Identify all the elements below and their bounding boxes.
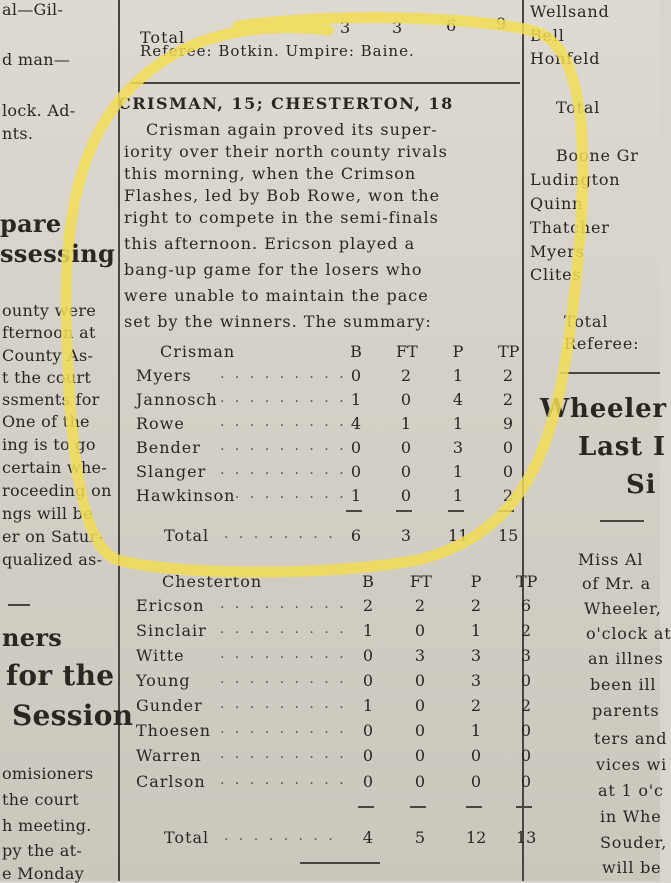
article-line: right to compete in the semi-finals bbox=[124, 208, 439, 227]
article-line: this morning, when the Crimson bbox=[124, 164, 417, 183]
stat-ft: 0 bbox=[414, 621, 426, 640]
sum-rule bbox=[396, 510, 412, 512]
divider bbox=[130, 82, 520, 84]
stat-b: 2 bbox=[362, 596, 374, 615]
left-line: certain whe- bbox=[2, 458, 108, 477]
total-p: 11 bbox=[448, 526, 469, 545]
sum-rule bbox=[346, 510, 362, 512]
total-row bbox=[120, 826, 540, 850]
officials-line: Referee: Botkin. Umpire: Baine. bbox=[140, 42, 415, 60]
leader-dots: . . . . . . . . bbox=[224, 828, 336, 844]
leader-dots: . . . . . . . . . bbox=[220, 462, 347, 478]
player-name: Young bbox=[136, 671, 191, 690]
total-value: 3 bbox=[340, 18, 352, 37]
total-row bbox=[120, 524, 540, 548]
total-label: Total bbox=[140, 28, 186, 47]
player-name: Carlson bbox=[136, 772, 206, 791]
leader-dots: . . . . . . . . . bbox=[220, 772, 347, 788]
right-line: Boone Gr bbox=[556, 146, 639, 165]
stat-ft: 0 bbox=[400, 462, 412, 481]
sum-rule bbox=[448, 510, 464, 512]
left-line: t the court bbox=[2, 368, 92, 387]
leader-dots: . . . . . . . . . bbox=[220, 366, 347, 382]
stat-b: 1 bbox=[350, 486, 362, 505]
stat-tp: 2 bbox=[502, 366, 514, 385]
leader-dots: . . . . . . . . . bbox=[220, 746, 347, 762]
sum-rule bbox=[466, 806, 482, 808]
table-row bbox=[120, 669, 540, 693]
team-name: Chesterton bbox=[162, 572, 263, 591]
player-name: Thoesen bbox=[136, 721, 212, 740]
right-headline: Last I bbox=[578, 432, 666, 462]
stat-b: 0 bbox=[362, 721, 374, 740]
article-line: Flashes, led by Bob Rowe, won the bbox=[124, 186, 441, 205]
left-line: h meeting. bbox=[2, 816, 92, 835]
stat-ft: 0 bbox=[414, 721, 426, 740]
player-name: Ericson bbox=[136, 596, 205, 615]
team-name: Crisman bbox=[160, 342, 236, 361]
right-line: will be bbox=[602, 858, 662, 877]
right-line: o'clock at bbox=[586, 624, 671, 643]
table-header-row bbox=[120, 570, 540, 594]
left-line: One of the bbox=[2, 412, 90, 431]
stat-b: 0 bbox=[350, 462, 362, 481]
player-name: Gunder bbox=[136, 696, 203, 715]
stat-b: 0 bbox=[362, 746, 374, 765]
stat-ft: 0 bbox=[414, 746, 426, 765]
right-headline: Wheeler bbox=[540, 394, 667, 424]
column-header: B bbox=[362, 572, 374, 591]
table-row bbox=[120, 388, 540, 412]
leader-dots: . . . . . . . . . bbox=[220, 596, 347, 612]
total-ft: 5 bbox=[414, 828, 426, 847]
left-line: lock. Ad- bbox=[2, 101, 76, 120]
total-value: 3 bbox=[392, 18, 404, 37]
total-value: 9 bbox=[496, 14, 508, 33]
right-line: Referee: bbox=[564, 334, 640, 353]
leader-dots: . . . . . . . . . bbox=[220, 414, 347, 430]
stat-p: 0 bbox=[470, 772, 482, 791]
stat-ft: 2 bbox=[400, 366, 412, 385]
stat-b: 1 bbox=[362, 696, 374, 715]
right-line: at 1 o'c bbox=[598, 781, 664, 800]
stat-p: 1 bbox=[452, 462, 464, 481]
table-header-row bbox=[120, 340, 540, 364]
stat-tp: 0 bbox=[520, 746, 532, 765]
leader-dots: . . . . . . . . . bbox=[220, 438, 347, 454]
divider bbox=[300, 862, 380, 864]
stat-b: 0 bbox=[362, 772, 374, 791]
right-line: Souder, bbox=[600, 833, 668, 852]
left-line: ssments for bbox=[2, 390, 100, 409]
total-value: 6 bbox=[446, 16, 458, 35]
right-line: Wheeler, bbox=[584, 599, 662, 618]
divider bbox=[8, 604, 30, 606]
leader-dots: . . . . . . . . . bbox=[220, 390, 347, 406]
table-row bbox=[120, 484, 540, 508]
sum-rule bbox=[358, 806, 374, 808]
total-tp: 15 bbox=[498, 526, 519, 545]
article-line: bang-up game for the losers who bbox=[124, 260, 423, 279]
stat-tp: 6 bbox=[520, 596, 532, 615]
table-row bbox=[120, 770, 540, 794]
table-row bbox=[120, 719, 540, 743]
right-line: Wellsand bbox=[530, 2, 610, 21]
table-row bbox=[120, 744, 540, 768]
stat-tp: 0 bbox=[520, 671, 532, 690]
right-line: Total bbox=[564, 312, 609, 331]
player-name: Sinclair bbox=[136, 621, 207, 640]
left-line: ounty were bbox=[2, 301, 97, 320]
left-line: ing is to go bbox=[2, 435, 96, 454]
stat-p: 4 bbox=[452, 390, 464, 409]
divider bbox=[560, 372, 660, 374]
article-line: this afternoon. Ericson played a bbox=[124, 234, 416, 253]
table-row bbox=[120, 694, 540, 718]
left-headline: pare bbox=[0, 209, 62, 238]
total-b: 4 bbox=[362, 828, 374, 847]
total-b: 6 bbox=[350, 526, 362, 545]
right-line: ters and bbox=[594, 729, 668, 748]
table-row bbox=[120, 412, 540, 436]
article-line: were unable to maintain the pace bbox=[124, 286, 429, 305]
stat-ft: 3 bbox=[414, 646, 426, 665]
right-line: vices wi bbox=[596, 755, 668, 774]
table-row bbox=[120, 644, 540, 668]
leader-dots: . . . . . . . . . bbox=[220, 721, 347, 737]
right-line: parents bbox=[592, 701, 660, 720]
article-line: Crisman again proved its super- bbox=[146, 120, 438, 139]
stat-b: 4 bbox=[350, 414, 362, 433]
right-line: an illnes bbox=[588, 649, 664, 668]
left-line: omisioners bbox=[2, 764, 94, 783]
stat-b: 0 bbox=[350, 438, 362, 457]
left-line: qualized as- bbox=[2, 550, 103, 569]
right-line: Bell bbox=[530, 26, 565, 45]
column-header: B bbox=[350, 342, 362, 361]
player-name: Warren bbox=[136, 746, 202, 765]
stat-p: 3 bbox=[470, 671, 482, 690]
left-line: fternoon at bbox=[2, 323, 96, 342]
left-line: roceeding on bbox=[2, 481, 112, 500]
column-header: FT bbox=[396, 342, 418, 361]
column-header: TP bbox=[498, 342, 520, 361]
right-line: of Mr. a bbox=[582, 574, 652, 593]
stat-b: 0 bbox=[362, 646, 374, 665]
stat-tp: 9 bbox=[502, 414, 514, 433]
right-line: Thatcher bbox=[530, 218, 610, 237]
right-line: Miss Al bbox=[578, 550, 644, 569]
player-name: Hawkinson bbox=[136, 486, 236, 505]
table-row bbox=[120, 460, 540, 484]
left-headline: Session bbox=[12, 699, 134, 732]
stat-tp: 0 bbox=[502, 462, 514, 481]
right-line: Myers bbox=[530, 242, 585, 261]
player-name: Bender bbox=[136, 438, 201, 457]
player-name: Myers bbox=[136, 366, 192, 385]
stat-ft: 0 bbox=[414, 772, 426, 791]
stat-ft: 0 bbox=[400, 438, 412, 457]
stat-tp: 0 bbox=[502, 438, 514, 457]
player-name: Jannosch bbox=[136, 390, 218, 409]
sum-rule bbox=[516, 806, 532, 808]
stat-tp: 3 bbox=[520, 646, 532, 665]
column-header: P bbox=[470, 572, 482, 591]
right-line: Ludington bbox=[530, 170, 621, 189]
leader-dots: . . . . . . . . . bbox=[220, 486, 347, 502]
sum-rule bbox=[498, 510, 514, 512]
right-line: in Whe bbox=[600, 807, 662, 826]
article-line: iority over their north county rivals bbox=[124, 142, 448, 161]
stat-p: 2 bbox=[470, 696, 482, 715]
table-row bbox=[120, 619, 540, 643]
leader-dots: . . . . . . . . . bbox=[220, 646, 347, 662]
article-line: set by the winners. The summary: bbox=[124, 312, 432, 331]
left-line: nts. bbox=[2, 124, 34, 143]
left-line: County As- bbox=[2, 346, 94, 365]
player-name: Slanger bbox=[136, 462, 207, 481]
stat-b: 1 bbox=[362, 621, 374, 640]
stat-ft: 0 bbox=[414, 671, 426, 690]
stat-tp: 2 bbox=[502, 486, 514, 505]
left-line: al—Gil- bbox=[2, 0, 64, 19]
total-ft: 3 bbox=[400, 526, 412, 545]
table-row bbox=[120, 436, 540, 460]
stat-p: 1 bbox=[470, 621, 482, 640]
stat-ft: 2 bbox=[414, 596, 426, 615]
right-line: Clites bbox=[530, 265, 582, 284]
stat-p: 1 bbox=[452, 486, 464, 505]
column-header: FT bbox=[410, 572, 432, 591]
stat-tp: 2 bbox=[502, 390, 514, 409]
stat-p: 1 bbox=[452, 414, 464, 433]
leader-dots: . . . . . . . . bbox=[224, 526, 336, 542]
stat-p: 1 bbox=[452, 366, 464, 385]
left-headline: ssessing bbox=[0, 239, 116, 268]
stat-tp: 2 bbox=[520, 621, 532, 640]
leader-dots: . . . . . . . . . bbox=[220, 671, 347, 687]
left-headline: ners bbox=[2, 623, 63, 652]
left-line: e Monday bbox=[2, 864, 85, 883]
stat-b: 1 bbox=[350, 390, 362, 409]
stat-ft: 0 bbox=[400, 486, 412, 505]
total-label: Total bbox=[164, 828, 210, 847]
leader-dots: . . . . . . . . . bbox=[220, 696, 347, 712]
right-line: Honfeld bbox=[530, 49, 601, 68]
right-headline: Si bbox=[626, 470, 657, 500]
column-header: P bbox=[452, 342, 464, 361]
total-tp: 13 bbox=[516, 828, 537, 847]
stat-ft: 0 bbox=[414, 696, 426, 715]
stat-b: 0 bbox=[362, 671, 374, 690]
player-name: Witte bbox=[136, 646, 185, 665]
article-headline: CRISMAN, 15; CHESTERTON, 18 bbox=[118, 94, 454, 113]
left-line: ngs will be bbox=[2, 504, 93, 523]
total-p: 12 bbox=[466, 828, 487, 847]
stat-tp: 0 bbox=[520, 772, 532, 791]
left-line: d man— bbox=[2, 50, 71, 69]
right-line: Quinn bbox=[530, 194, 584, 213]
stat-ft: 0 bbox=[400, 390, 412, 409]
stat-tp: 2 bbox=[520, 696, 532, 715]
stat-p: 3 bbox=[452, 438, 464, 457]
left-line: er on Satur- bbox=[2, 527, 104, 546]
stat-tp: 0 bbox=[520, 721, 532, 740]
sum-rule bbox=[410, 806, 426, 808]
table-row bbox=[120, 594, 540, 618]
stat-p: 2 bbox=[470, 596, 482, 615]
left-line: the court bbox=[2, 790, 79, 809]
column-header: TP bbox=[516, 572, 538, 591]
stat-p: 1 bbox=[470, 721, 482, 740]
stat-b: 0 bbox=[350, 366, 362, 385]
player-name: Rowe bbox=[136, 414, 185, 433]
total-label: Total bbox=[164, 526, 210, 545]
left-headline: for the bbox=[6, 659, 115, 692]
leader-dots: . . . . . . . . . bbox=[220, 621, 347, 637]
divider bbox=[600, 520, 644, 522]
stat-p: 3 bbox=[470, 646, 482, 665]
stat-ft: 1 bbox=[400, 414, 412, 433]
left-line: py the at- bbox=[2, 841, 83, 860]
table-row bbox=[120, 364, 540, 388]
right-line: Total bbox=[556, 98, 601, 117]
stat-p: 0 bbox=[470, 746, 482, 765]
right-line: been ill bbox=[590, 675, 657, 694]
